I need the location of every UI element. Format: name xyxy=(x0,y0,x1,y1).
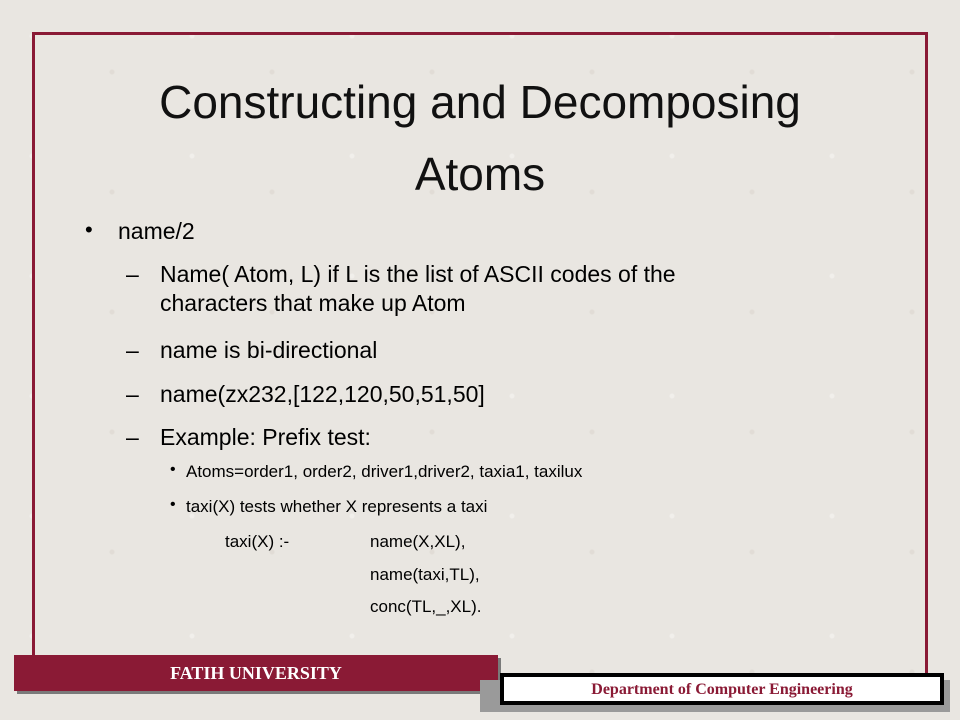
bullet-name-2: • name/2 xyxy=(85,217,195,244)
sub-bullet-line-2: characters that make up Atom xyxy=(160,290,466,316)
code-line-1: name(X,XL), xyxy=(370,532,466,551)
sub-bullet-line-1: Name( Atom, L) if L is the list of ASCII codes of the xyxy=(160,261,676,287)
bullet-dot-icon: • xyxy=(170,461,176,478)
code-head: taxi(X) :- xyxy=(225,532,290,551)
sub-bullet-example-call: – name(zx232,[122,120,50,51,50] xyxy=(126,381,485,407)
bullet-dot-icon: • xyxy=(170,496,176,513)
bullet-dot-icon: • xyxy=(85,217,93,242)
slide-title xyxy=(60,66,900,210)
code-line-2: name(taxi,TL), xyxy=(370,565,480,584)
dash-icon: – xyxy=(126,261,139,287)
sub-bullet-name-definition xyxy=(126,260,676,318)
code-line-3: conc(TL,_,XL). xyxy=(370,597,482,616)
title-line-2: Atoms xyxy=(414,148,546,200)
sub-bullet-prefix-test: – Example: Prefix test: xyxy=(126,424,371,450)
title-line-1: Constructing and Decomposing xyxy=(159,76,801,128)
dash-icon: – xyxy=(126,337,139,363)
nested-bullet-atoms: • Atoms=order1, order2, driver1,driver2, taxia1, taxilux xyxy=(170,461,583,481)
footer-department: Department of Computer Engineering xyxy=(500,673,944,705)
sub-bullet-bidirectional: – name is bi-directional xyxy=(126,337,378,363)
footer-university: FATIH UNIVERSITY xyxy=(14,655,498,691)
nested-bullet-taxi: • taxi(X) tests whether X represents a taxi xyxy=(170,496,488,516)
dash-icon: – xyxy=(126,381,139,407)
dash-icon: – xyxy=(126,424,139,450)
